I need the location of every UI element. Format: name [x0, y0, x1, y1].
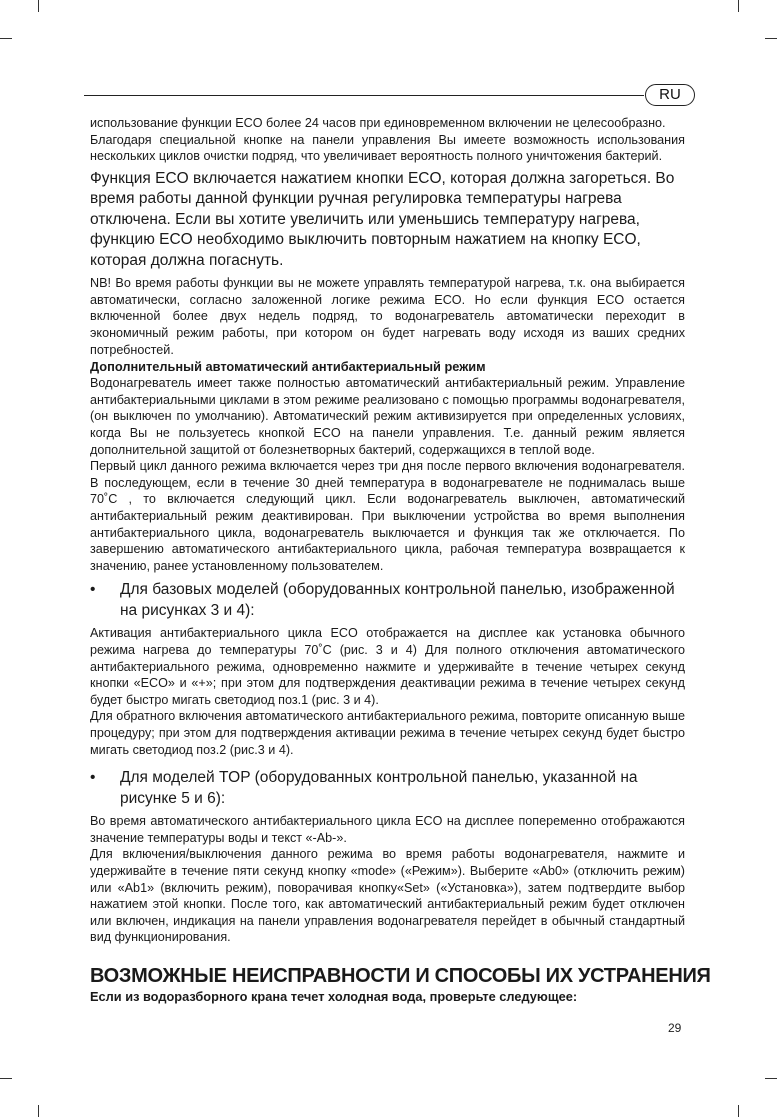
bullet-icon: • [90, 581, 96, 599]
crop-mark [765, 38, 777, 39]
page-number: 29 [668, 1021, 682, 1035]
bullet-item [90, 580, 685, 621]
section-heading: ВОЗМОЖНЫЕ НЕИСПРАВНОСТИ И СПОСОБЫ ИХ УСТРАНЕНИЯ [90, 964, 711, 987]
bullet-text: Для базовых моделей (оборудованных контрольной панелью, изображенной на рисунках 3 и 4): [120, 581, 675, 619]
header-rule [84, 95, 644, 96]
crop-mark [38, 1105, 39, 1117]
crop-mark [765, 1078, 777, 1079]
paragraph: Для включения/выключения данного режима во время работы водонагревателя, нажмите и удерживайте в течение пяти секунд кнопку «mode» («Режим»). Выберите «Ab0» (отключить режим) или «Ab1» (включить режим), поворачивая кнопку«Set» («Установка»), затем подтвердите выбор нажатием этой кнопки. После того, как автоматический антибактериальный режим будет отключен или включен, индикация на панели управления водонагревателя перейдет в обычный стандартный вид функционирования. [90, 847, 685, 945]
paragraph: Во время автоматического антибактериального цикла ECO на дисплее попеременно отображаются значение температуры воды и текст «-Ab-». [90, 814, 685, 845]
eco-description: Функция ECO включается нажатием кнопки ECO, которая должна загореться. Во время работы данной функции ручная регулировка температуры нагрева отключена. Если вы хотите увеличить или уменьшись температуру нагрева, функцию ECO необходимо выключить повторным нажатием на кнопку ECO, которая должна погаснуть. [90, 169, 675, 269]
paragraph: Активация антибактериального цикла ECO отображается на дисплее как установка обычного режима нагрева до температуры 70˚C (рис. 3 и 4) Для полного отключения автоматического антибактериального режима, одновременно нажмите и удерживайте в течение четырех секунд кнопки «ECO» и «+»; при этом для подтверждения деактивации режима в течение четырех секунд будет быстро мигать светодиод поз.1 (рис. 3 и 4). [90, 626, 685, 707]
paragraph: Благодаря специальной кнопке на панели управления Вы имеете возможность использования нескольких циклов очистки подряд, что увеличивает вероятность полного уничтожения бактерий. [90, 132, 685, 164]
paragraph: Для обратного включения автоматического антибактериального режима, повторите описанную выше процедуру; при этом для подтверждения активации режима в течение четырех секунд будет быстро мигать светодиод поз.2 (рис.3 и 4). [90, 709, 685, 757]
page-content [90, 115, 711, 1005]
paragraph: Водонагреватель имеет также полностью автоматический антибактериальный режим. Управление антибактериальными циклами в этом режиме реализовано с помощью программы водонагревателя, (он выключен по умолчанию). Автоматический режим активизируется при определенных условиях, когда Вы не пользуетесь кнопкой ECO на панели управления. Т.е. данный режим является дополнительной защитой от болезнетворных бактерий, содержащихся в теплой воде. [90, 376, 685, 457]
language-badge: RU [645, 84, 695, 106]
subheading: Дополнительный автоматический антибактериальный режим [90, 359, 486, 375]
crop-mark [738, 1105, 739, 1117]
crop-mark [38, 0, 39, 12]
paragraph: Первый цикл данного режима включается через три дня после первого включения водонагревателя. В последующем, если в течение 30 дней температура в водонагревателе не поднималась выше 70˚C , то включается следующий цикл. Если водонагреватель выключен, автоматический антибактериальный режим деактивирован. При выключении устройства во время выполнения антибактериального цикла, водонагреватель выключается и функция так же отключается. По завершению автоматического антибактериального цикла, рабочая температура возвращается к значению, ранее установленному пользователем. [90, 459, 685, 573]
paragraph: использование функции ECO более 24 часов при единовременном включении не целесообразно. [90, 116, 666, 130]
bullet-icon: • [90, 769, 96, 787]
crop-mark [0, 1078, 12, 1079]
section-lead: Если из водоразборного крана течет холодная вода, проверьте следующее: [90, 988, 578, 1004]
bullet-item [90, 768, 685, 809]
crop-mark [738, 0, 739, 12]
bullet-text: Для моделей TOP (оборудованных контрольной панелью, указанной на рисунке 5 и 6): [120, 769, 638, 807]
nb-paragraph: NB! Во время работы функции вы не можете управлять температурой нагрева, т.к. она выбирается автоматически, согласно заложенной логике режима ECO. Но если функция ECO остается включенной более двух недель подряд, то водонагреватель автоматически переходит в экономичный режим работы, при котором он будет нагревать воду исходя из ваших средних потребностей. [90, 276, 685, 357]
crop-mark [0, 38, 12, 39]
